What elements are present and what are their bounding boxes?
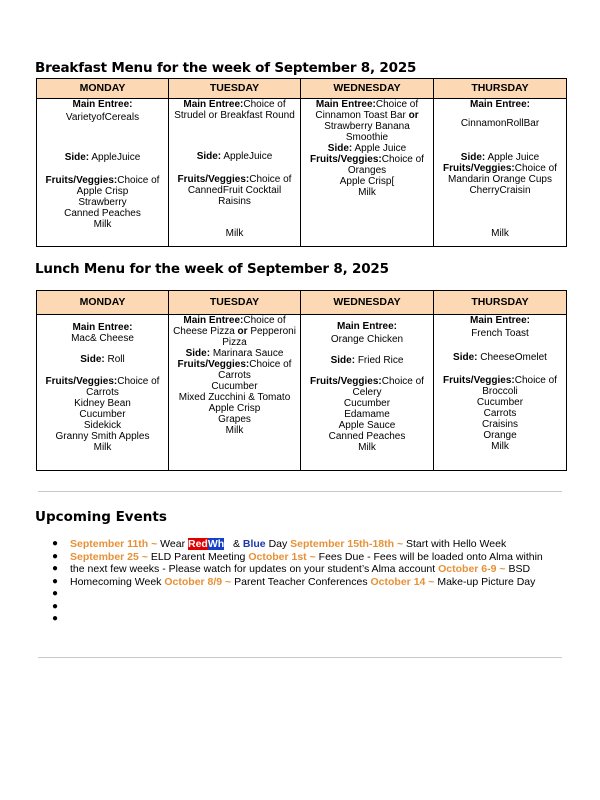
- entree-line: Main Entree:Choice of: [183, 99, 286, 110]
- fv-line: Fruits/Veggies:Choice of: [177, 174, 292, 185]
- fv-item: Cucumber: [476, 397, 524, 408]
- fv-item: Granny Smith Apples: [55, 431, 150, 442]
- entree-item: Orange Chicken: [330, 334, 404, 345]
- breakfast-cell-wednesday: [301, 99, 434, 247]
- lunch-cell-monday: [37, 315, 169, 471]
- fv-item: Sidekick: [83, 420, 122, 431]
- lunch-header-monday: MONDAY: [37, 291, 169, 315]
- milk: Milk: [225, 228, 244, 239]
- side-line: Side: Roll: [80, 354, 125, 365]
- fv-line: Fruits/Veggies:Choice of: [177, 359, 292, 370]
- side-line: Side: Fried Rice: [330, 355, 404, 366]
- event-line: ● Homecoming Week October 8/9 ~ Parent Teacher Conferences October 14 ~ Make-up Picture Day: [52, 575, 536, 588]
- event-line-empty: [50, 588, 570, 601]
- red-highlight: Red: [188, 538, 208, 550]
- fv-item: Broccoli: [482, 386, 518, 397]
- entree-item: Mac& Cheese: [71, 333, 134, 344]
- breakfast-cell-tuesday: [169, 99, 301, 247]
- divider-top: [38, 491, 562, 492]
- fv-item: Milk: [491, 441, 509, 452]
- breakfast-header-monday: MONDAY: [37, 79, 169, 99]
- fv-item: Raisins: [218, 196, 251, 207]
- fv-line: Fruits/Veggies:Choice of: [45, 376, 160, 387]
- entree-item: Cheese Pizza or Pepperoni: [173, 326, 296, 337]
- fv-item: Carrots: [218, 370, 251, 381]
- fv-item: Mixed Zucchini & Tomato: [178, 392, 291, 403]
- event-line-empty: [50, 613, 570, 626]
- fv-item: CannedFruit Cocktail: [187, 185, 282, 196]
- fv-item: Apple Crisp: [76, 186, 129, 197]
- bullet-icon: ●: [52, 538, 59, 549]
- lunch-header-tuesday: TUESDAY: [169, 291, 301, 315]
- entree-line: Main Entree:Choice of: [315, 99, 419, 110]
- entree-line: Main Entree:Choice of: [183, 315, 286, 326]
- fv-line: Fruits/Veggies:Choice of: [443, 375, 557, 386]
- fv-item: Cucumber: [343, 398, 391, 409]
- fv-item: Milk: [93, 219, 112, 230]
- milk: Milk: [491, 228, 509, 239]
- bullet-icon: ●: [52, 550, 59, 562]
- divider-bottom: [38, 657, 562, 658]
- fv-line: Fruits/Veggies:Choice of: [443, 163, 557, 174]
- fv-item: Carrots: [86, 387, 119, 398]
- fv-item: Craisins: [481, 419, 519, 430]
- lunch-header-thursday: THURSDAY: [434, 291, 567, 315]
- fv-item: Canned Peaches: [64, 208, 141, 219]
- fv-item: Orange: [483, 430, 517, 441]
- side-line: Side: Apple Juice: [327, 143, 407, 154]
- white-highlight: Wh: [207, 538, 225, 550]
- lunch-table: [36, 290, 567, 471]
- fv-item: Strawberry: [78, 197, 127, 208]
- events-title: Upcoming Events: [35, 509, 167, 525]
- fv-item: CherryCraisin: [469, 185, 531, 196]
- side-line: Side: AppleJuice: [64, 152, 141, 163]
- entree-label: Main Entree:: [336, 321, 397, 332]
- breakfast-table: [36, 78, 567, 247]
- side-line: Side: AppleJuice: [196, 151, 273, 162]
- lunch-header-wednesday: WEDNESDAY: [301, 291, 434, 315]
- side-line: Side: Marinara Sauce: [185, 348, 284, 359]
- entree-label: Main Entree:: [469, 99, 530, 110]
- lunch-cell-tuesday: [169, 315, 301, 471]
- fv-line: Fruits/Veggies:Choice of: [310, 154, 424, 165]
- event-line: ● September 11th ~ Wear RedWh & Blue Day September 15th-18th ~ Start with Hello Week: [52, 538, 507, 550]
- bullet-icon: ●: [52, 575, 59, 587]
- lunch-cell-thursday: [434, 315, 567, 471]
- entree-item: Cinnamon Toast Bar or: [315, 110, 419, 121]
- fv-item: Cucumber: [79, 409, 126, 420]
- bullet-icon: ●: [52, 600, 59, 612]
- entree-label: Main Entree:: [72, 322, 133, 333]
- fv-item: Mandarin Orange Cups: [448, 174, 552, 185]
- fv-item: Apple Sauce: [338, 420, 396, 431]
- fv-item: Canned Peaches: [328, 431, 406, 442]
- fv-item: Grapes: [218, 414, 251, 425]
- fv-item: Edamame: [344, 409, 390, 420]
- event-line: ● September 25 ~ ELD Parent Meeting October 1st ~ Fees Due - Fees will be loaded onto Alma within: [52, 550, 543, 563]
- fv-item: Cucumber: [211, 381, 258, 392]
- fv-item: Milk: [358, 187, 376, 198]
- entree-label: Main Entree:: [72, 99, 133, 110]
- fv-item: Milk: [225, 425, 244, 436]
- fv-item: Apple Crisp: [208, 403, 261, 414]
- entree-item: Pizza: [222, 337, 247, 348]
- breakfast-cell-thursday: [434, 99, 567, 247]
- side-line: Side: Apple Juice: [460, 152, 540, 163]
- breakfast-header-wednesday: WEDNESDAY: [301, 79, 434, 99]
- entree-item: Strudel or Breakfast Round: [174, 110, 295, 121]
- event-line: ● the next few weeks - Please watch for updates on your student’s Alma account October 6-9 ~ BSD: [52, 563, 531, 575]
- lunch-title: Lunch Menu for the week of September 8, 2025: [35, 261, 389, 277]
- fv-item: Carrots: [483, 408, 517, 419]
- entree-item: Strawberry Banana: [324, 121, 410, 132]
- entree-item: French Toast: [471, 328, 529, 339]
- fv-item: Milk: [358, 442, 376, 453]
- fv-item: Apple Crisp[: [339, 176, 395, 187]
- bullet-icon: ●: [52, 613, 59, 624]
- fv-item: Kidney Bean: [74, 398, 131, 409]
- event-line-empty: [50, 601, 570, 614]
- entree-label: Main Entree:: [469, 315, 530, 326]
- breakfast-cell-monday: [37, 99, 169, 247]
- fv-item: Oranges: [347, 165, 387, 176]
- breakfast-header-thursday: THURSDAY: [434, 79, 567, 99]
- lunch-cell-wednesday: [301, 315, 434, 471]
- breakfast-title: Breakfast Menu for the week of September 8, 2025: [35, 60, 417, 76]
- fv-item: Milk: [93, 442, 112, 453]
- side-line: Side: CheeseOmelet: [453, 352, 547, 363]
- fv-line: Fruits/Veggies:Choice of: [310, 376, 424, 387]
- entree-item: CinnamonRollBar: [460, 118, 540, 129]
- fv-item: Celery: [352, 387, 382, 398]
- bullet-icon: ●: [52, 588, 59, 599]
- entree-item: VarietyofCereals: [65, 112, 140, 123]
- breakfast-header-tuesday: TUESDAY: [169, 79, 301, 99]
- entree-item: Smoothie: [345, 132, 389, 143]
- events-list: [50, 538, 570, 626]
- bullet-icon: ●: [52, 563, 59, 574]
- fv-line: Fruits/Veggies:Choice of: [45, 175, 160, 186]
